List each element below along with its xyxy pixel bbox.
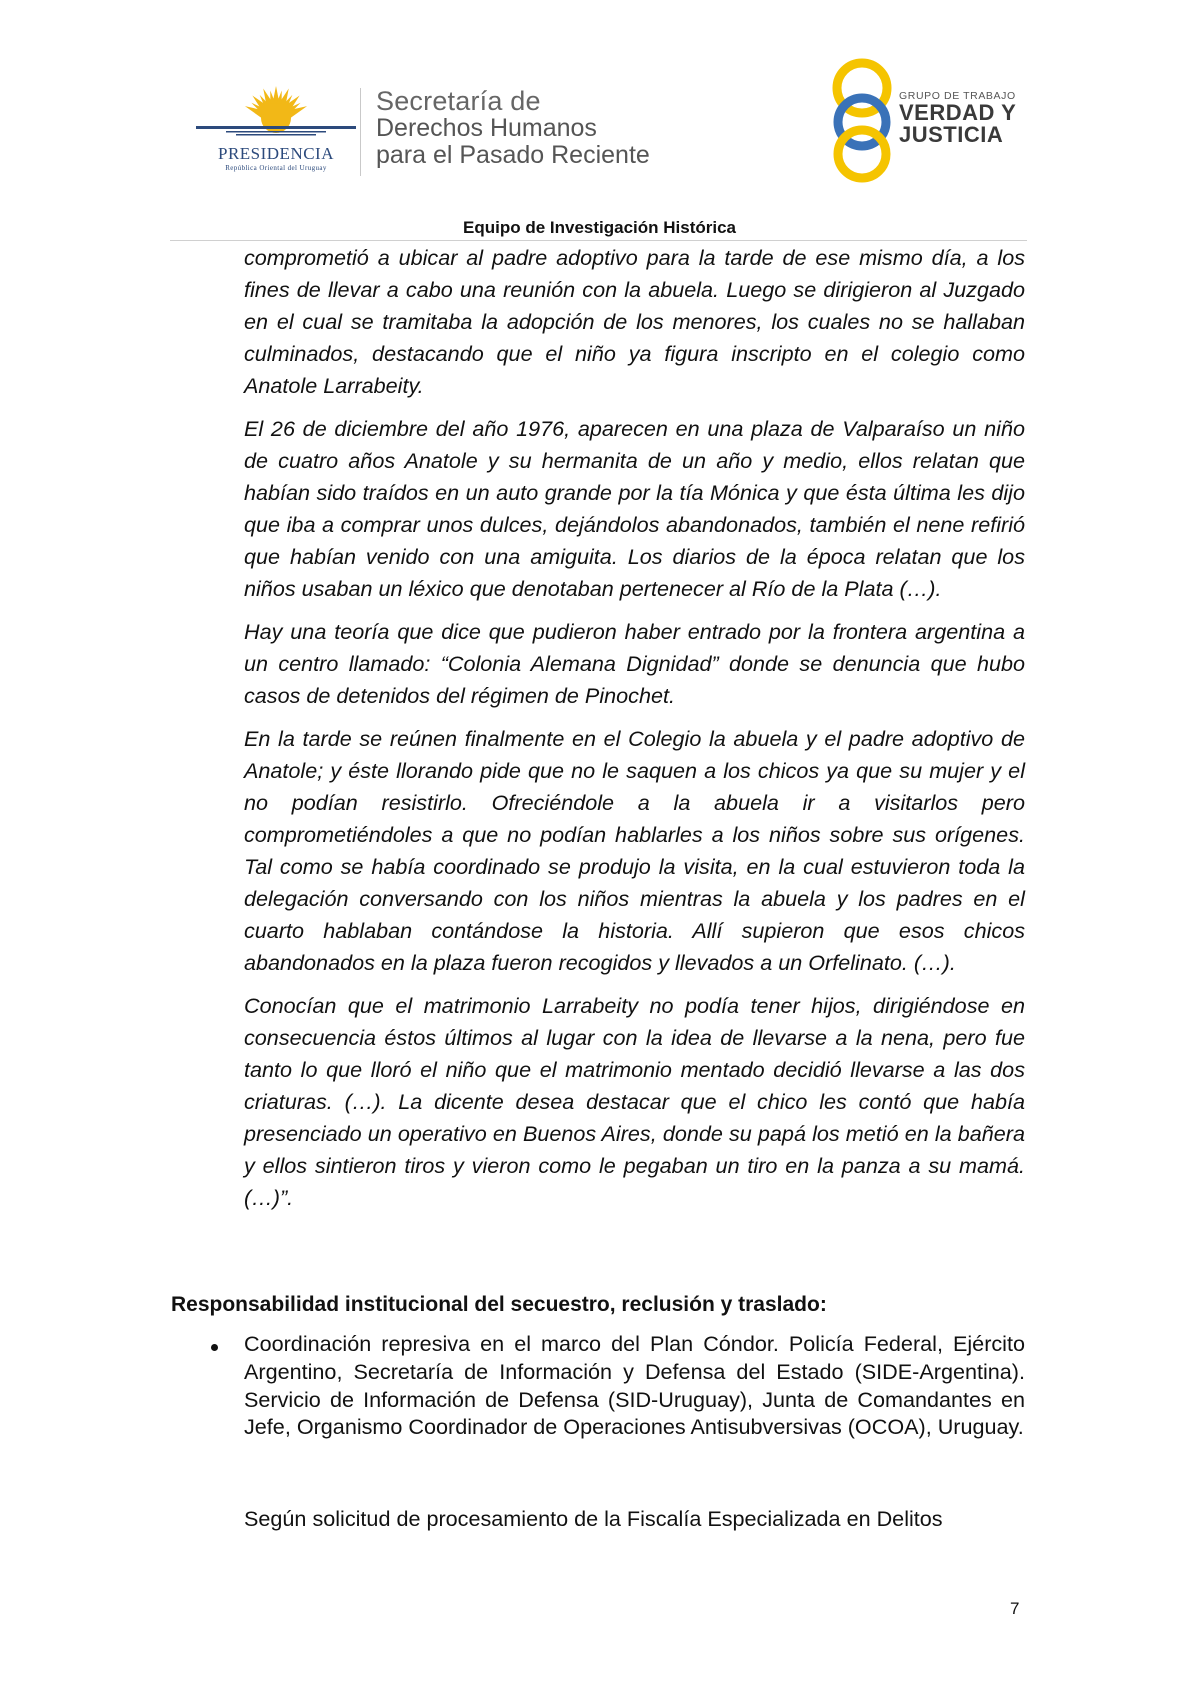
paragraph: El 26 de diciembre del año 1976, aparecen en una plaza de Valparaíso un niño de cuatro años Anatole y su hermanita de un año y medio, ellos relatan que habían sido traídos en un auto grande por la tía Mónica y que ésta última les dijo que iba a comprar unos dulces, dejándolos abandonados, también el nene refirió que habían venido con una amiguita. Los diarios de la época relatan que los niños usaban un léxico que denotaban pertenecer al Río de la Plata (…).: [244, 416, 1025, 601]
list-item: Coordinación represiva en el marco del Plan Cóndor. Policía Federal, Ejército Argentino, Secretaría de Información y Defensa del Estado (SIDE-Argentina). Servicio de Información de Defensa (SID-Uruguay), Junta de Comandantes en Jefe, Organismo Coordinador de Operaciones Antisubversivas (OCOA), Uruguay.: [244, 1331, 1025, 1440]
secretaria-logotype: [376, 88, 650, 169]
presidencia-label: PRESIDENCIA: [217, 144, 334, 163]
sun-emblem-icon: [196, 84, 356, 144]
secretaria-line-2: Derechos Humanos: [376, 114, 597, 142]
gtvj-line-3: JUSTICIA: [899, 122, 1004, 147]
paragraph: comprometió a ubicar al padre adoptivo para la tarde de ese mismo día, a los fines de llevar a cabo una reunión con la abuela. Luego se dirigieron al Juzgado en el cual se tramitaba la adopción de los menores, los cuales no se hallaban culminados, destacando que el niño ya figura inscripto en el colegio como Anatole Larrabeity.: [244, 245, 1025, 398]
gtvj-line-2: VERDAD Y: [899, 100, 1017, 125]
verdad-justicia-rings-icon: [826, 58, 900, 184]
gtvj-line-1: GRUPO DE TRABAJO: [899, 90, 1016, 102]
paragraph: Hay una teoría que dice que pudieron haber entrado por la frontera argentina a un centro llamado: “Colonia Alemana Dignidad” donde se denuncia que hubo casos de detenidos del régimen de Pinochet.: [244, 619, 1025, 708]
paragraph: Según solicitud de procesamiento de la Fiscalía Especializada en Delitos: [244, 1506, 943, 1531]
presidencia-logo: [196, 84, 356, 176]
presidencia-subtitle: República Oriental del Uruguay: [225, 164, 327, 172]
paragraph: Conocían que el matrimonio Larrabeity no podía tener hijos, dirigiéndose en consecuencia éstos últimos al lugar con la idea de llevarse a la nena, pero fue tanto lo que lloró el niño que el matrimonio mentado decidió llevarse a las dos criaturas. (…). La dicente desea destacar que el chico les contó que había presenciado un operativo en Buenos Aires, donde su papá los metió en la bañera y ellos sintieron tiros y vieron como le pegaban un tiro en la panza a su mamá. (…)”.: [244, 993, 1025, 1210]
quoted-testimony: [244, 242, 1025, 1214]
bullet-icon: [211, 1344, 218, 1351]
verdad-justicia-logotype: [899, 90, 1016, 146]
header-divider: [170, 240, 1027, 241]
paragraph: En la tarde se reúnen finalmente en el Colegio la abuela y el padre adoptivo de Anatole; y éste llorando pide que no le saquen a los chicos ya que su mujer y el no podían resistirlo. Ofreciéndole a la abuela ir a visitarlos pero comprometiéndoles a que no podían hablarles a los niños sobre sus orígenes. Tal como se había coordinado se produjo la visita, en la cual estuvieron toda la delegación conversando con los niños mientras la abuela y los padres en el cuarto hablaban contándose la historia. Allí supieron que esos chicos abandonados en la plaza fueron recogidos y llevados a un Orfelinato. (…).: [244, 726, 1025, 975]
page-number: 7: [1010, 1599, 1020, 1618]
secretaria-line-3: para el Pasado Reciente: [376, 141, 650, 169]
secretaria-line-1: Secretaría de: [376, 86, 541, 116]
team-title: Equipo de Investigación Histórica: [463, 218, 736, 237]
section-heading: Responsabilidad institucional del secuestro, reclusión y traslado:: [171, 1293, 827, 1316]
logo-divider: [360, 88, 361, 176]
